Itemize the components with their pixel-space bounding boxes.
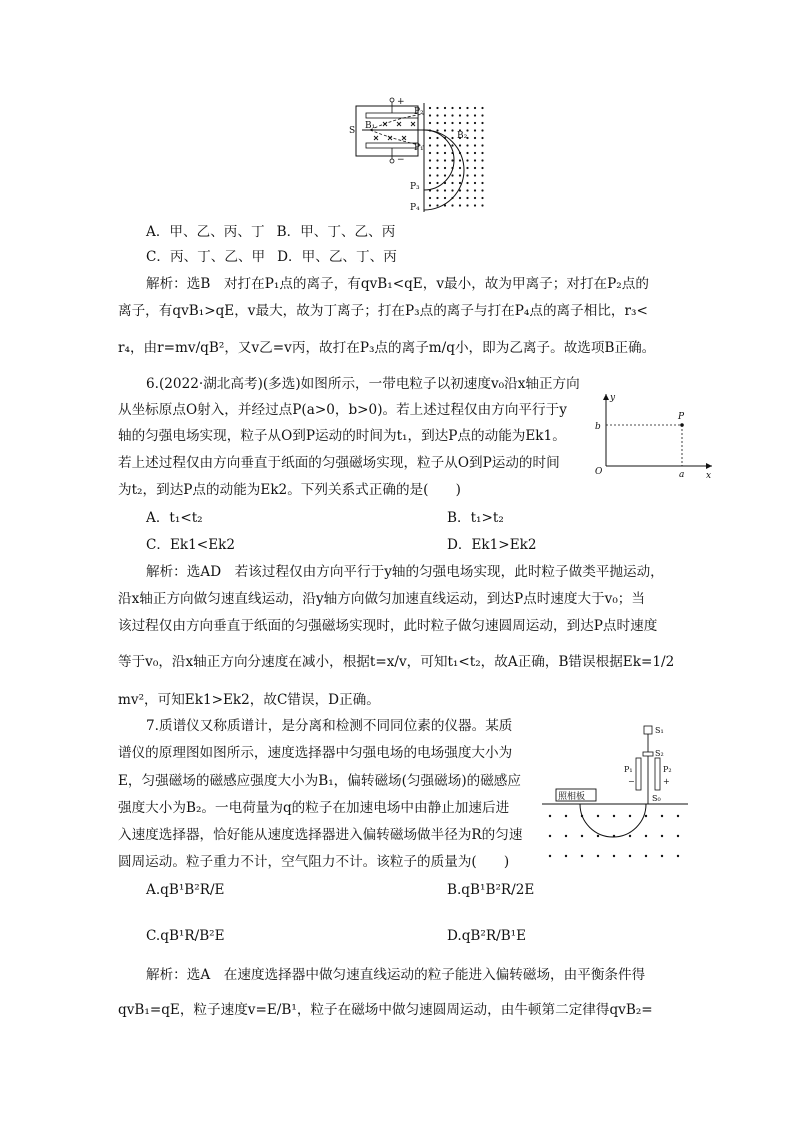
field-dot — [436, 129, 438, 131]
field-dot — [629, 835, 631, 837]
label-s2: S₂ — [655, 749, 664, 758]
label-P3: P₃ — [410, 182, 420, 192]
field-dot — [436, 114, 438, 116]
q7-stem-line-6: 圆周运动。粒子重力不计，空气阻力不计。该粒子的质量为( ) — [118, 854, 510, 870]
field-dot — [581, 855, 583, 857]
label-plus: + — [397, 97, 405, 107]
field-dot — [481, 129, 483, 131]
field-dot — [451, 174, 453, 176]
field-dot — [645, 835, 647, 837]
field-dot — [451, 189, 453, 191]
field-dot — [466, 182, 468, 184]
q6-stem-line-3: 轴的匀强电场实现，粒子从O到P运动的时间为t₁，到达P点的动能为Ek1。 — [118, 428, 566, 444]
field-dot — [597, 835, 599, 837]
field-dot — [481, 107, 483, 109]
q5-answer-line-2: 离子，有qvB₁>qE，v最大，故为丁离子；打在P₃点的离子与打在P₄点的离子相比，r₃< — [118, 303, 648, 319]
label-B2: B₂ — [457, 131, 468, 141]
field-dot — [436, 182, 438, 184]
field-dot — [451, 129, 453, 131]
q6-answer-line-1: 解析：选AD 若该过程仅由方向平行于y轴的匀强电场实现，此时粒子做类平抛运动， — [146, 564, 664, 580]
q5-row-ab — [146, 222, 395, 242]
field-dot — [444, 197, 446, 199]
field-dot — [436, 204, 438, 206]
field-dot — [436, 174, 438, 176]
label-p2: P₂ — [663, 765, 672, 774]
field-dot — [481, 137, 483, 139]
field-dot — [436, 152, 438, 154]
q5-row-cd — [146, 247, 397, 267]
field-dot — [474, 129, 476, 131]
field-dot — [474, 204, 476, 206]
q5-answer-line-3: r₄，由r=mv/qB²，又v乙=v丙，故打在P₃点的离子m/q小，即为乙离子。故选项B正确。 — [118, 340, 656, 356]
label-plus: + — [663, 777, 670, 786]
field-dot — [429, 159, 431, 161]
q5-option-c: C．丙、丁、乙、甲 — [146, 249, 266, 265]
field-dot — [429, 167, 431, 169]
field-dot — [581, 835, 583, 837]
field-dot — [436, 197, 438, 199]
field-dot — [429, 182, 431, 184]
field-dot — [466, 174, 468, 176]
field-dot — [451, 204, 453, 206]
field-dot — [436, 107, 438, 109]
field-dot — [597, 815, 599, 817]
field-dot — [429, 152, 431, 154]
field-dot — [629, 855, 631, 857]
field-dot — [466, 144, 468, 146]
field-dot — [444, 159, 446, 161]
field-dot — [629, 815, 631, 817]
field-dot — [429, 122, 431, 124]
field-dot — [444, 129, 446, 131]
field-dot — [481, 204, 483, 206]
field-dot — [436, 144, 438, 146]
label-photo-plate: 照相板 — [558, 792, 586, 802]
field-dot — [466, 204, 468, 206]
label-P4: P₄ — [410, 203, 420, 213]
field-dot — [549, 855, 551, 857]
field-dot — [436, 159, 438, 161]
figure-coordinate — [590, 388, 720, 480]
field-dot — [466, 152, 468, 154]
point-p-label: P — [678, 412, 685, 422]
label-s1: S₁ — [655, 726, 664, 735]
label-s0: S₀ — [652, 794, 661, 803]
field-dot — [613, 815, 615, 817]
field-dot — [549, 815, 551, 817]
field-dot — [661, 815, 663, 817]
q6-option-b: B．t₁>t₂ — [447, 510, 504, 526]
field-dot — [444, 114, 446, 116]
field-dot — [459, 114, 461, 116]
field-dot — [481, 159, 483, 161]
q5-option-a: A．甲、乙、丙、丁 — [146, 224, 265, 240]
field-dot — [444, 122, 446, 124]
field-dot — [565, 815, 567, 817]
field-dot — [451, 137, 453, 139]
field-dot — [459, 182, 461, 184]
field-dot — [429, 114, 431, 116]
q6-answer-line-3: 该过程仅由方向垂直于纸面的匀强磁场实现时，此时粒子做匀速圆周运动，到达P点时速度 — [118, 618, 658, 634]
tick-a-label: a — [679, 470, 685, 480]
origin-label: O — [595, 467, 603, 477]
q7-stem-line-3: E，匀强磁场的磁感应强度大小为B₁，偏转磁场(匀强磁场)的磁感应 — [118, 773, 521, 789]
field-dot — [474, 174, 476, 176]
field-dot — [459, 174, 461, 176]
field-dot — [429, 204, 431, 206]
field-dot — [466, 122, 468, 124]
label-B1: B₁ — [365, 121, 376, 131]
field-dot — [474, 189, 476, 191]
field-dot — [474, 159, 476, 161]
q6-stem-line-2: 从坐标原点O射入，并经过点P(a>0，b>0)。若上述过程仅由方向平行于y — [118, 402, 567, 418]
q7-option-a: A.qB¹B²R/E — [146, 882, 225, 898]
field-dot — [459, 204, 461, 206]
label-P2: P₂ — [414, 107, 424, 117]
field-dot — [436, 167, 438, 169]
field-dot — [459, 167, 461, 169]
field-dot — [474, 167, 476, 169]
q6-answer-line-2: 沿x轴正方向做匀速直线运动，沿y轴方向做匀加速直线运动，到达P点时速度大于v₀；当 — [118, 591, 645, 607]
field-dot — [661, 855, 663, 857]
label-p1: P₁ — [624, 765, 633, 774]
field-dot — [451, 159, 453, 161]
field-dot — [481, 152, 483, 154]
field-dot — [613, 855, 615, 857]
field-dot — [466, 159, 468, 161]
field-dot — [481, 174, 483, 176]
field-dot — [474, 144, 476, 146]
q6-stem-line-5: 为t₂，到达P点的动能为Ek2。下列关系式正确的是( ) — [118, 482, 461, 498]
q7-option-c: C.qB¹R/B²E — [146, 928, 225, 944]
field-dot — [645, 815, 647, 817]
field-dot — [481, 189, 483, 191]
field-dot — [466, 114, 468, 116]
q7-stem-line-4: 强度大小为B₂。一电荷量为q的粒子在加速电场中由静止加速后进 — [118, 800, 510, 816]
field-dot — [451, 144, 453, 146]
field-dot — [444, 152, 446, 154]
q7-stem-line-2: 谱仪的原理图如图所示，速度选择器中匀强电场的电场强度大小为 — [118, 745, 513, 761]
q6-option-c: C．Ek1<Ek2 — [146, 537, 236, 553]
q7-stem-line-1: 7.质谱仪又称质谱计，是分离和检测不同同位素的仪器。某质 — [146, 718, 513, 734]
field-dot — [474, 197, 476, 199]
q6-answer-line-5: mv²，可知Ek1>Ek2，故C错误，D正确。 — [118, 692, 380, 708]
field-dot — [451, 182, 453, 184]
field-dot — [444, 174, 446, 176]
field-dot — [451, 107, 453, 109]
field-dot — [466, 167, 468, 169]
label-minus: − — [628, 777, 635, 786]
field-dot — [459, 122, 461, 124]
q5-option-b: B．甲、丁、乙、丙 — [276, 224, 396, 240]
field-dot — [429, 197, 431, 199]
field-dot — [459, 159, 461, 161]
field-dot — [565, 835, 567, 837]
field-dot — [451, 122, 453, 124]
label-minus: − — [397, 155, 405, 165]
field-dot — [474, 114, 476, 116]
label-P1: P₁ — [414, 143, 424, 153]
field-dot — [474, 122, 476, 124]
tick-b-label: b — [595, 422, 601, 432]
field-dot — [597, 855, 599, 857]
q6-option-a: A．t₁<t₂ — [146, 510, 203, 526]
q7-option-b: B.qB¹B²R/2E — [447, 882, 535, 898]
field-dot — [451, 114, 453, 116]
field-dot — [481, 197, 483, 199]
figure-mass-spectrometer — [540, 718, 690, 868]
field-dot — [481, 167, 483, 169]
field-dot — [645, 855, 647, 857]
field-dot — [549, 835, 551, 837]
q6-stem-line-4: 若上述过程仅由方向垂直于纸面的匀强磁场实现，粒子从O到P运动的时间 — [118, 455, 560, 471]
field-dot — [677, 815, 679, 817]
label-S: S — [349, 126, 356, 136]
field-dot — [474, 152, 476, 154]
field-dot — [436, 137, 438, 139]
field-dot — [444, 189, 446, 191]
field-dot — [481, 122, 483, 124]
field-dot — [459, 107, 461, 109]
q7-answer-line-2: qvB₁=qE，粒子速度v=E/B¹，粒子在磁场中做匀速圆周运动，由牛顿第二定律得qvB₂= — [118, 1002, 653, 1018]
field-dot — [444, 167, 446, 169]
field-dot — [429, 107, 431, 109]
field-dot — [466, 197, 468, 199]
field-dot — [481, 144, 483, 146]
field-dot — [444, 107, 446, 109]
field-dot — [466, 107, 468, 109]
axis-y-label: y — [610, 393, 616, 403]
q5-answer-line-1: 解析：选B 对打在P₁点的离子，有qvB₁<qE，v最小，故为甲离子；对打在P₂点的 — [146, 276, 649, 292]
field-dot — [474, 182, 476, 184]
field-dot — [661, 835, 663, 837]
q6-stem-line-1: 6.(2022·湖北高考)(多选)如图所示，一带电粒子以初速度v₀沿x轴正方向 — [146, 376, 580, 392]
field-dot — [677, 835, 679, 837]
field-dot — [429, 137, 431, 139]
field-dot — [436, 122, 438, 124]
field-dot — [481, 114, 483, 116]
field-dot — [481, 182, 483, 184]
field-dot — [677, 855, 679, 857]
field-dot — [459, 197, 461, 199]
field-dot — [459, 144, 461, 146]
field-dot — [436, 189, 438, 191]
q7-answer-line-1: 解析：选A 在速度选择器中做匀速直线运动的粒子能进入偏转磁场，由平衡条件得 — [146, 967, 646, 983]
field-dot — [474, 107, 476, 109]
field-dot — [466, 189, 468, 191]
q7-stem-line-5: 入速度选择器，恰好能从速度选择器进入偏转磁场做半径为R的匀速 — [118, 827, 523, 843]
field-dot — [565, 855, 567, 857]
field-dot — [474, 137, 476, 139]
q5-option-d: D．甲、乙、丁、丙 — [277, 249, 397, 265]
q6-answer-line-4: 等于v₀，沿x轴正方向分速度在减小，根据t=x/v，可知t₁<t₂，故A正确，B错误根据Ek=1/2 — [118, 654, 675, 670]
field-dot — [429, 174, 431, 176]
field-dot — [444, 144, 446, 146]
q6-option-d: D．Ek1>Ek2 — [447, 537, 537, 553]
q7-option-d: D.qB²R/B¹E — [447, 928, 527, 944]
axis-x-label: x — [706, 471, 712, 480]
field-dot — [429, 144, 431, 146]
